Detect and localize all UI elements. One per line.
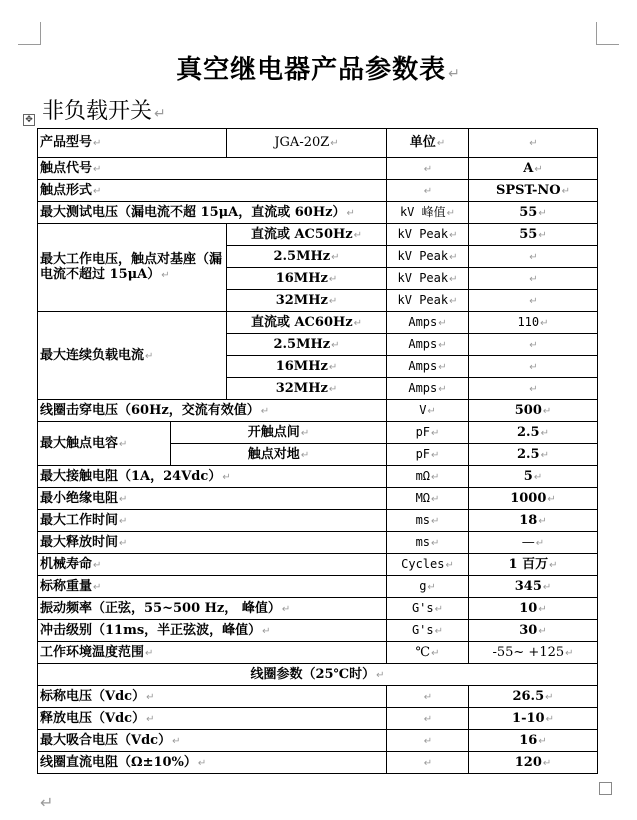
table-row bbox=[38, 488, 598, 510]
coil-section-header-cell[interactable]: 线圈参数（25℃时）↵ bbox=[38, 664, 598, 686]
value-cell[interactable]: 5↵ bbox=[469, 466, 598, 488]
param-group-label-cell[interactable]: 最大工作电压，触点对基座（漏电流不超过 15μA）↵ bbox=[38, 224, 227, 312]
value-cell[interactable]: SPST-NO↵ bbox=[469, 180, 598, 202]
unit-cell[interactable]: ↵ bbox=[387, 752, 469, 774]
sub-condition-cell[interactable]: 32MHz↵ bbox=[227, 378, 387, 400]
unit-cell[interactable]: Amps↵ bbox=[387, 378, 469, 400]
table-row bbox=[38, 466, 598, 488]
unit-cell[interactable]: ↵ bbox=[387, 686, 469, 708]
sub-condition-cell[interactable]: 2.5MHz↵ bbox=[227, 246, 387, 268]
table-row bbox=[38, 202, 598, 224]
sub-condition-cell[interactable]: 32MHz↵ bbox=[227, 290, 387, 312]
param-label-cell[interactable]: 振动频率（正弦，55~500 Hz， 峰值）↵ bbox=[38, 598, 387, 620]
value-cell[interactable]: ↵ bbox=[469, 268, 598, 290]
unit-cell[interactable]: ↵ bbox=[387, 158, 469, 180]
section-subtitle-text: 非负载开关 bbox=[42, 99, 153, 124]
unit-cell[interactable]: Amps↵ bbox=[387, 312, 469, 334]
value-cell[interactable]: ↵ bbox=[469, 290, 598, 312]
unit-cell[interactable]: kV 峰值↵ bbox=[387, 202, 469, 224]
param-label-cell[interactable]: 标称电压（Vdc）↵ bbox=[38, 686, 387, 708]
sub-condition-cell[interactable]: 直流或 AC60Hz↵ bbox=[227, 312, 387, 334]
document-title-text: 真空继电器产品参数表 bbox=[176, 55, 447, 85]
value-cell[interactable]: 26.5↵ bbox=[469, 686, 598, 708]
paragraph-mark-icon: ↵ bbox=[154, 106, 166, 122]
spec-table bbox=[37, 128, 598, 774]
sub-condition-cell[interactable]: 触点对地↵ bbox=[171, 444, 387, 466]
unit-cell[interactable]: pF↵ bbox=[387, 444, 469, 466]
paragraph-mark-icon[interactable]: ↵ bbox=[40, 793, 54, 812]
value-cell[interactable]: 1000↵ bbox=[469, 488, 598, 510]
unit-cell[interactable]: Cycles↵ bbox=[387, 554, 469, 576]
value-cell[interactable]: 10↵ bbox=[469, 598, 598, 620]
unit-cell[interactable]: g↵ bbox=[387, 576, 469, 598]
unit-header-cell[interactable]: 单位↵ bbox=[387, 129, 469, 158]
param-label-cell[interactable]: 标称重量↵ bbox=[38, 576, 387, 598]
unit-cell[interactable]: G's↵ bbox=[387, 620, 469, 642]
value-cell[interactable]: 55↵ bbox=[469, 202, 598, 224]
param-group-label-cell[interactable]: 最大触点电容↵ bbox=[38, 422, 171, 466]
sub-condition-cell[interactable]: 2.5MHz↵ bbox=[227, 334, 387, 356]
table-row bbox=[38, 180, 598, 202]
value-cell[interactable]: ↵ bbox=[469, 246, 598, 268]
sub-condition-cell[interactable]: 16MHz↵ bbox=[227, 356, 387, 378]
param-label-cell[interactable]: 最大接触电阻（1A，24Vdc）↵ bbox=[38, 466, 387, 488]
model-cell[interactable]: JGA-20Z↵ bbox=[227, 129, 387, 158]
table-row bbox=[38, 532, 598, 554]
unit-cell[interactable]: MΩ↵ bbox=[387, 488, 469, 510]
value-cell[interactable]: 1-10↵ bbox=[469, 708, 598, 730]
param-label-cell[interactable]: 触点代号↵ bbox=[38, 158, 387, 180]
value-cell[interactable]: 16↵ bbox=[469, 730, 598, 752]
unit-cell[interactable]: kV Peak↵ bbox=[387, 246, 469, 268]
unit-cell[interactable]: ℃↵ bbox=[387, 642, 469, 664]
unit-cell[interactable]: kV Peak↵ bbox=[387, 290, 469, 312]
table-row bbox=[38, 752, 598, 774]
unit-cell[interactable]: ms↵ bbox=[387, 532, 469, 554]
value-cell[interactable]: 120↵ bbox=[469, 752, 598, 774]
param-label-cell[interactable]: 机械寿命↵ bbox=[38, 554, 387, 576]
table-row bbox=[38, 510, 598, 532]
unit-cell[interactable]: G's↵ bbox=[387, 598, 469, 620]
value-cell[interactable]: —↵ bbox=[469, 532, 598, 554]
unit-cell[interactable]: ↵ bbox=[387, 708, 469, 730]
unit-cell[interactable]: pF↵ bbox=[387, 422, 469, 444]
value-cell[interactable]: ↵ bbox=[469, 129, 598, 158]
table-row bbox=[38, 730, 598, 752]
unit-cell[interactable]: mΩ↵ bbox=[387, 466, 469, 488]
page-corner-mark-top-left bbox=[18, 22, 41, 45]
table-row bbox=[38, 708, 598, 730]
value-cell[interactable]: 55↵ bbox=[469, 224, 598, 246]
value-cell[interactable]: 30↵ bbox=[469, 620, 598, 642]
value-cell[interactable]: 18↵ bbox=[469, 510, 598, 532]
table-row bbox=[38, 576, 598, 598]
table-row bbox=[38, 129, 598, 158]
sub-condition-cell[interactable]: 开触点间↵ bbox=[171, 422, 387, 444]
table-resize-handle[interactable] bbox=[599, 782, 612, 795]
document-title bbox=[0, 49, 637, 86]
table-row bbox=[38, 400, 598, 422]
value-cell[interactable]: A↵ bbox=[469, 158, 598, 180]
unit-cell[interactable]: Amps↵ bbox=[387, 356, 469, 378]
table-move-handle-icon[interactable]: ✥ bbox=[23, 114, 35, 126]
paragraph-mark-icon: ↵ bbox=[448, 66, 461, 82]
page-corner-mark-top-right bbox=[596, 22, 619, 45]
value-cell[interactable]: ↵ bbox=[469, 356, 598, 378]
param-label-cell[interactable]: 线圈直流电阻（Ω±10%）↵ bbox=[38, 752, 387, 774]
value-cell[interactable]: 345↵ bbox=[469, 576, 598, 598]
table-row bbox=[38, 686, 598, 708]
param-label-cell[interactable]: 产品型号↵ bbox=[38, 129, 227, 158]
unit-cell[interactable]: Amps↵ bbox=[387, 334, 469, 356]
param-label-cell[interactable]: 最大吸合电压（Vdc）↵ bbox=[38, 730, 387, 752]
param-label-cell[interactable]: 最大测试电压（漏电流不超 15μA，直流或 60Hz）↵ bbox=[38, 202, 387, 224]
table-row bbox=[38, 620, 598, 642]
value-cell[interactable]: ↵ bbox=[469, 378, 598, 400]
param-label-cell[interactable]: 线圈击穿电压（60Hz，交流有效值）↵ bbox=[38, 400, 387, 422]
sub-condition-cell[interactable]: 16MHz↵ bbox=[227, 268, 387, 290]
table-row bbox=[38, 312, 598, 334]
value-cell[interactable]: -55~ +125↵ bbox=[469, 642, 598, 664]
table-row bbox=[38, 598, 598, 620]
sub-condition-cell[interactable]: 直流或 AC50Hz↵ bbox=[227, 224, 387, 246]
unit-cell[interactable]: kV Peak↵ bbox=[387, 224, 469, 246]
unit-cell[interactable]: ↵ bbox=[387, 730, 469, 752]
param-label-cell[interactable]: 工作环境温度范围↵ bbox=[38, 642, 387, 664]
unit-cell[interactable]: ms↵ bbox=[387, 510, 469, 532]
param-label-cell[interactable]: 最大释放时间↵ bbox=[38, 532, 387, 554]
param-label-cell[interactable]: 释放电压（Vdc）↵ bbox=[38, 708, 387, 730]
table-row bbox=[38, 554, 598, 576]
unit-cell[interactable]: kV Peak↵ bbox=[387, 268, 469, 290]
value-cell[interactable]: ↵ bbox=[469, 334, 598, 356]
table-row bbox=[38, 158, 598, 180]
value-cell[interactable]: 500↵ bbox=[469, 400, 598, 422]
param-label-cell[interactable]: 触点形式↵ bbox=[38, 180, 387, 202]
value-cell[interactable]: 1 百万↵ bbox=[469, 554, 598, 576]
param-label-cell[interactable]: 最大工作时间↵ bbox=[38, 510, 387, 532]
table-row bbox=[38, 642, 598, 664]
param-label-cell[interactable]: 冲击级别（11ms，半正弦波，峰值）↵ bbox=[38, 620, 387, 642]
value-cell[interactable]: 2.5↵ bbox=[469, 422, 598, 444]
unit-cell[interactable]: V↵ bbox=[387, 400, 469, 422]
param-group-label-cell[interactable]: 最大连续负载电流↵ bbox=[38, 312, 227, 400]
table-row bbox=[38, 422, 598, 444]
param-label-cell[interactable]: 最小绝缘电阻↵ bbox=[38, 488, 387, 510]
section-subtitle bbox=[42, 94, 166, 125]
table-row bbox=[38, 224, 598, 246]
unit-cell[interactable]: ↵ bbox=[387, 180, 469, 202]
value-cell[interactable]: 110↵ bbox=[469, 312, 598, 334]
value-cell[interactable]: 2.5↵ bbox=[469, 444, 598, 466]
table-row bbox=[38, 664, 598, 686]
